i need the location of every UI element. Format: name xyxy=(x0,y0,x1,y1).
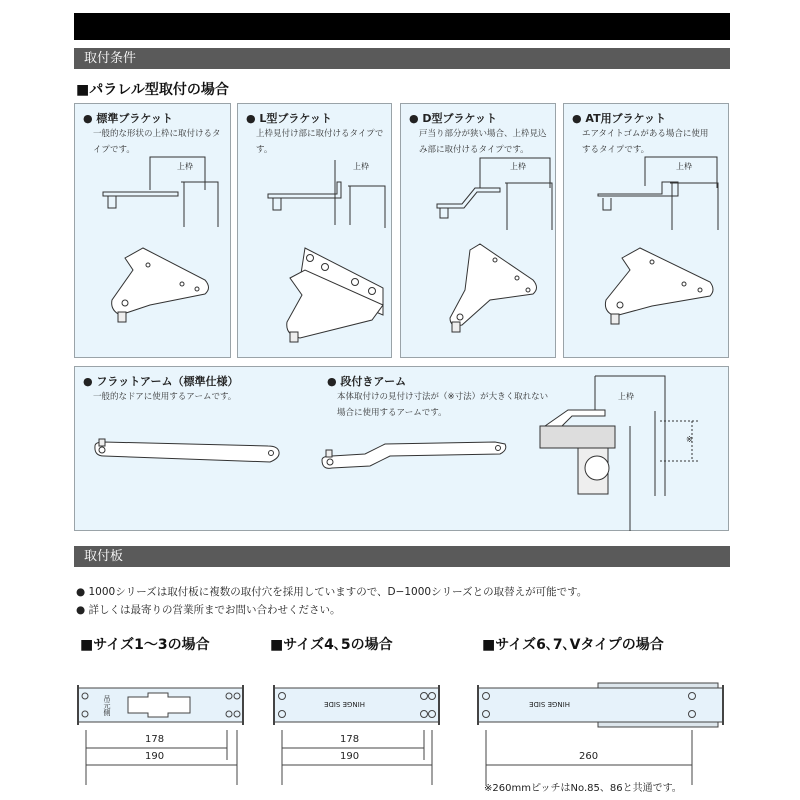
dim-190: 190 xyxy=(145,751,165,762)
flat-arm-title: ● フラットアーム（標準仕様） xyxy=(83,375,239,388)
panel-desc: 一般的な形状の上枠に取付けるタ イプです。 xyxy=(93,129,221,155)
step-arm-install-drawing xyxy=(540,376,700,531)
d-bracket-drawing xyxy=(437,158,552,332)
step-arm-drawing xyxy=(322,442,506,468)
section-conditions: 取付条件 xyxy=(74,48,730,69)
panel-title: ● D型ブラケット xyxy=(409,112,498,125)
arm-drawings xyxy=(0,366,800,536)
at-bracket-drawing xyxy=(598,157,718,324)
panel-desc: エアタイトゴムがある場合に使用 するタイプです。 xyxy=(582,129,709,155)
panel-title: ● 標準ブラケット xyxy=(83,112,173,125)
plate-drawings xyxy=(0,680,800,790)
section-plate: 取付板 xyxy=(74,546,730,567)
panel-title: ● L型ブラケット xyxy=(246,112,332,125)
frame-label: 上枠 xyxy=(510,162,526,171)
panel-desc: 上枠見付け部に取付けるタイプです。 xyxy=(256,129,384,155)
size-1-3-heading: ■サイズ1〜3の場合 xyxy=(80,637,210,653)
dimension-mark: ※ xyxy=(686,435,693,444)
step-arm-title: ● 段付きアーム xyxy=(327,375,407,388)
size-4-5-heading: ■サイズ4､5の場合 xyxy=(270,637,393,653)
size-6-7-v-heading: ■サイズ6､7､Vタイプの場合 xyxy=(482,637,664,653)
frame-label: 上枠 xyxy=(177,162,193,171)
panel-desc: 戸当り部分が狭い場合、上枠見込 み部に取付けるタイプです。 xyxy=(419,129,547,155)
flat-arm-desc: 一般的なドアに使用するアームです。 xyxy=(93,392,237,402)
l-bracket-drawing xyxy=(268,160,385,342)
plate-note-1: ● 1000シリーズは取付板に複数の取付穴を採用していますので、D−1000シリーズとの取替えが可能です。 xyxy=(76,586,588,598)
flat-arm-drawing xyxy=(95,439,279,462)
frame-label: 上枠 xyxy=(676,162,692,171)
bracket-drawings xyxy=(0,0,800,360)
plate-size-6-7-v xyxy=(478,683,723,785)
dim-260: 260 xyxy=(579,751,599,762)
dim-178: 178 xyxy=(340,734,360,745)
parallel-heading: ■パラレル型取付の場合 xyxy=(76,82,229,98)
standard-bracket-drawing xyxy=(103,157,218,322)
frame-label: 上枠 xyxy=(353,162,369,171)
frame-label: 上枠 xyxy=(618,392,634,401)
dim-178: 178 xyxy=(145,734,165,745)
panel-title: ● AT用ブラケット xyxy=(572,112,667,125)
hinge-side-label: 吊元側 xyxy=(103,695,111,716)
dim-190: 190 xyxy=(340,751,360,762)
plate-note-2: ● 詳しくは最寄りの営業所までお問い合わせください。 xyxy=(76,604,341,616)
step-arm-desc: 本体取付けの見付け寸法が（※寸法）が大きく取れない 場合に使用するアームです。 xyxy=(337,392,549,418)
hinge-side-label: HINGE SIDE xyxy=(324,700,365,708)
hinge-side-label: HINGE SIDE xyxy=(529,700,570,708)
pitch-note: ※260mmピッチはNo.85、86と共通です。 xyxy=(484,783,682,794)
